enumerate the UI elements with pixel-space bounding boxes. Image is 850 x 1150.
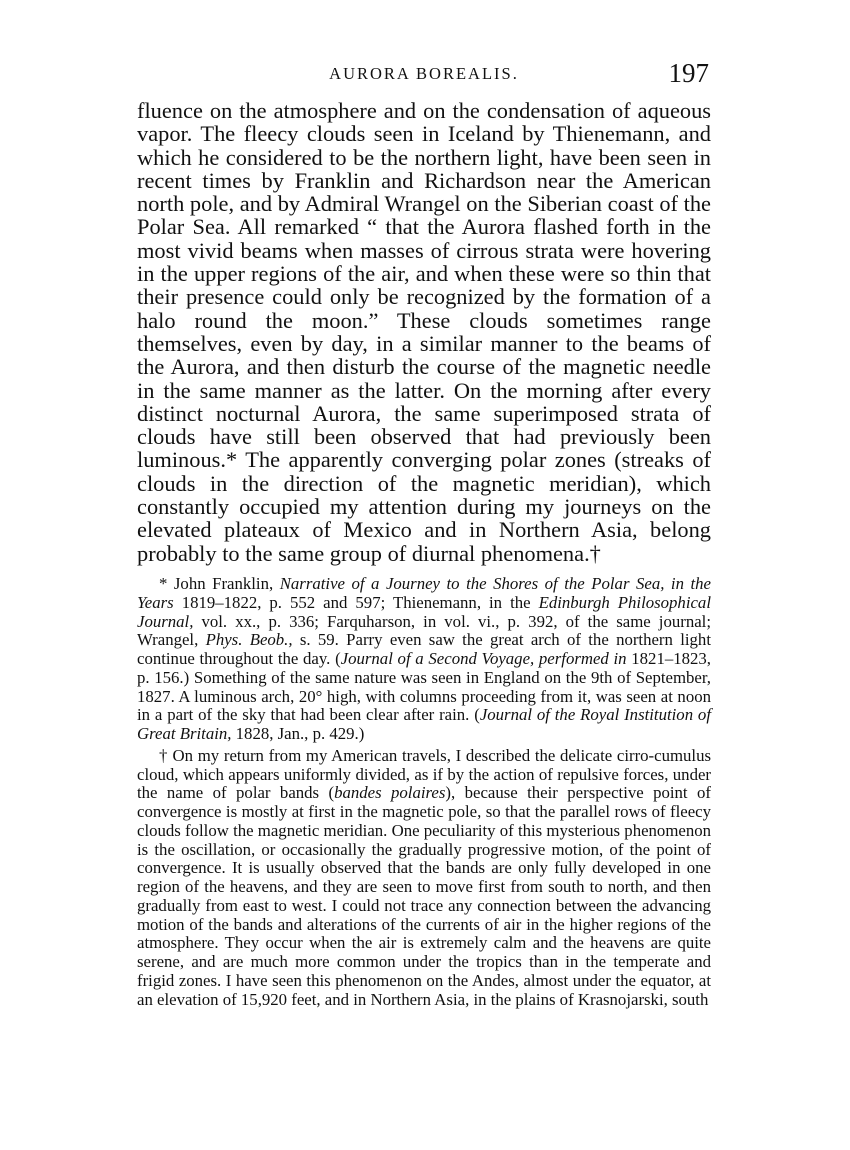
footnote-text: 1821–1823, p. 156.) Something of the same nature was seen in England on the 9th of September, 1827. A luminous arch, 20° high, with columns proceeding from it, was seen at noon in a part of the sky that had been clear after rain. ( (137, 649, 711, 725)
footnote-citation-italic: Journal of a Second Voyage, performed in (340, 649, 627, 668)
page-header (137, 60, 711, 94)
footnote-text: ), because their perspective point of convergence is mostly at first in the magnetic pole, so that the parallel rows of fleecy clouds follow the magnetic meridian. One peculiarity of this mysterious phenomenon is the oscillation, or occasionally the gradually progressive motion, of the point of convergence. It is usually observed that the bands are only fully developed in one region of the heavens, and they are seen to move first from south to north, and then gradually from east to west. I could not trace any connection between the advancing motion of the bands and alterations of the currents of air in the higher regions of the atmosphere. They occur when the air is extremely calm and the heavens are quite serene, and are much more common under the tropics than in the temperate and frigid zones. I have seen this phenomenon on the Andes, almost under the equator, at an elevation of 15,920 feet, and in Northern Asia, in the plains of Krasnojarski, south (137, 783, 711, 1009)
footnote-text: † On my return from my American travels, I described the delicate cirro-cumulus cloud, which appears uniformly divided, as if by the action of repulsive forces, under the name of polar bands ( (137, 745, 711, 803)
footnotes (137, 575, 711, 1012)
footnote-citation-italic: bandes polaires (334, 783, 446, 803)
main-paragraph: fluence on the atmosphere and on the condensation of aqueous vapor. The fleecy clouds seen in Iceland by Thienemann, and which he considered to be the northern light, have been seen in recent times by Franklin and Richardson near the American north pole, and by Admiral Wrangel on the Siberian coast of the Polar Sea. All remarked “ that the Aurora flashed forth in the most vivid beams when masses of cirrous strata were hovering in the upper regions of the air, and when these were so thin that their presence could only be recognized by the formation of a halo round the moon.” These clouds sometimes range themselves, even by day, in a similar manner to the beams of the Aurora, and then disturb the course of the magnetic needle in the same manner as the latter. On the morning after every distinct nocturnal Aurora, the same superimposed strata of clouds have still been observed that had previously been luminous.* The apparently converging polar zones (streaks of clouds in the direction of the magnetic meridian), which constantly occupied my attention during my journeys on the elevated plateaux of Mexico and in Northern Asia, belong probably to the same group of diurnal phenomena.† (137, 98, 711, 566)
page-number: 197 (668, 58, 709, 88)
footnote-citation-italic: Narrative of a Journey to the Shores of the Polar Sea, in the Years (137, 574, 711, 612)
footnote-2 (137, 747, 711, 1010)
footnote-citation-italic: Phys. Beob., (205, 630, 293, 650)
footnote-text: vol. xx., p. 336; Farquharson, in vol. vi., p. 392, of the same journal; Wrangel, (137, 611, 711, 650)
footnote-citation-italic: Journal of the Royal Institution of Great Britain, (137, 705, 711, 743)
footnote-citation-italic: Edinburgh Philosophical Journal, (137, 592, 711, 631)
running-title: AURORA BOREALIS. (329, 64, 519, 83)
footnote-text: * John Franklin, (159, 574, 280, 593)
footnote-text: 1828, Jan., p. 429.) (231, 724, 365, 743)
footnote-1 (137, 575, 711, 744)
footnote-text: 1819–1822, p. 552 and 597; Thienemann, in the (173, 592, 539, 612)
footnote-text: s. 59. Parry even saw the great arch of the northern light continue throughout the day. ( (137, 630, 711, 668)
